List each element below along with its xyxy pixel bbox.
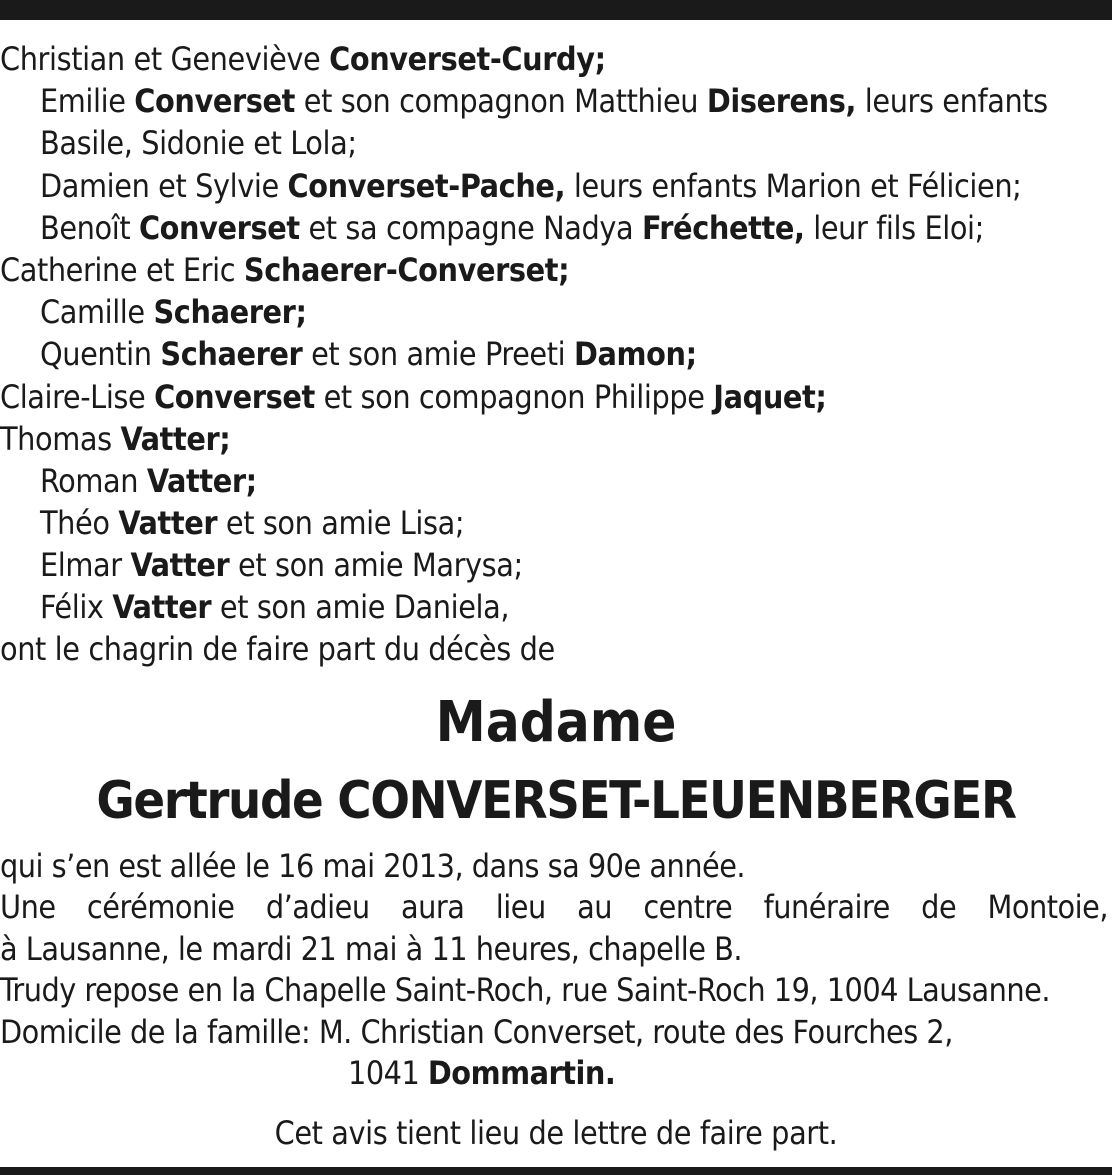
bottom-rule [0,1167,1112,1175]
family-text: Emilie [40,82,135,121]
family-text: et son amie Daniela, [211,588,510,627]
family-line [0,80,1112,122]
domicile-postcode: 1041 [348,1053,428,1092]
family-surname: Converset-Curdy; [329,40,606,78]
ceremony-word: funéraire [763,888,890,927]
family-line [0,460,1112,502]
family-text: Thomas [0,419,121,458]
ceremony-word: centre [643,888,733,927]
family-surname: Vatter [130,546,230,585]
family-list [0,38,1112,629]
family-surname: Vatter; [146,461,257,500]
family-text: Benoît [40,208,139,247]
family-text: Roman [40,461,147,500]
family-text: Félix [40,588,113,627]
family-text: et son compagnon Matthieu [295,82,707,121]
details-block [0,846,1112,1094]
ceremony-word: lieu [495,888,546,927]
domicile-town-line [0,1053,1112,1094]
family-line [0,544,1112,586]
ceremony-word: Montoie, [987,888,1108,927]
family-text: et sa compagne Nadya [299,208,643,247]
announcement-intro: ont le chagrin de faire part du décès de [0,630,555,668]
ceremony-word: de [921,888,957,927]
domicile-town: Dommartin. [427,1053,616,1092]
family-surname: Converset-Pache, [287,166,566,205]
family-surname: Diserens, [706,82,857,121]
family-line [0,165,1112,207]
family-text: leurs enfants [856,82,1048,121]
family-surname: Damon; [573,335,697,374]
family-text: et son compagnon Philippe [314,377,714,416]
family-surname: Schaerer-Converset; [243,250,570,289]
family-text: Claire-Lise [0,377,155,416]
family-text: Basile, Sidonie et Lola; [40,124,357,163]
family-surname: Converset [138,208,300,247]
ceremony-word: au [577,888,612,927]
ceremony-word: d’adieu [265,888,370,927]
domicile-text: Domicile de la famille: M. Christian Converset, route des Fourches 2, [0,1012,953,1051]
family-line [0,249,1112,291]
family-line [0,586,1112,628]
deceased-honorific: Madame [435,690,677,755]
family-text: leur fils Eloi; [804,208,984,247]
family-text: et son amie Lisa; [217,504,465,543]
family-line [0,376,1112,418]
family-surname: Vatter [112,588,212,627]
family-text: Catherine et Eric [0,250,244,289]
family-surname: Vatter; [120,419,231,458]
family-surname: Fréchette, [642,208,805,247]
family-text: Camille [40,293,154,332]
family-surname: Converset [134,82,296,121]
family-text: Quentin [40,335,161,374]
top-rule [0,0,1112,20]
family-surname: Schaerer [160,335,303,374]
family-surname: Converset [154,377,315,416]
family-text: Elmar [40,546,131,585]
family-text: Damien et Sylvie [40,166,288,205]
family-line [0,38,1112,80]
family-surname: Schaerer; [153,293,307,332]
family-surname: Vatter [118,504,218,543]
family-text: et son amie Preeti [302,335,574,374]
family-text: Théo [40,504,119,543]
ceremony-word: aura [401,888,465,927]
repose-text: Trudy repose en la Chapelle Saint-Roch, rue Saint-Roch 19, 1004 Lausanne. [0,971,1051,1010]
family-line [0,333,1112,375]
passing-text: qui s’en est allée le 16 mai 2013, dans sa 90e année. [0,847,746,885]
ceremony-word: cérémonie [86,888,235,927]
family-line [0,122,1112,164]
family-line [0,207,1112,249]
ceremony-text-line1 [0,887,1108,928]
family-surname: Jaquet; [713,377,827,416]
ceremony-word: Une [0,888,56,927]
ceremony-text-line2: à Lausanne, le mardi 21 mai à 11 heures, chapelle B. [0,929,743,968]
family-text: leurs enfants Marion et Félicien; [565,166,1022,205]
footer-note: Cet avis tient lieu de lettre de faire part. [274,1114,838,1152]
family-line [0,418,1112,460]
family-text: Christian et Geneviève [0,40,330,78]
deceased-name: Gertrude CONVERSET-LEUENBERGER [96,771,1016,831]
family-text: et son amie Marysa; [229,546,523,585]
family-line [0,291,1112,333]
family-line [0,502,1112,544]
